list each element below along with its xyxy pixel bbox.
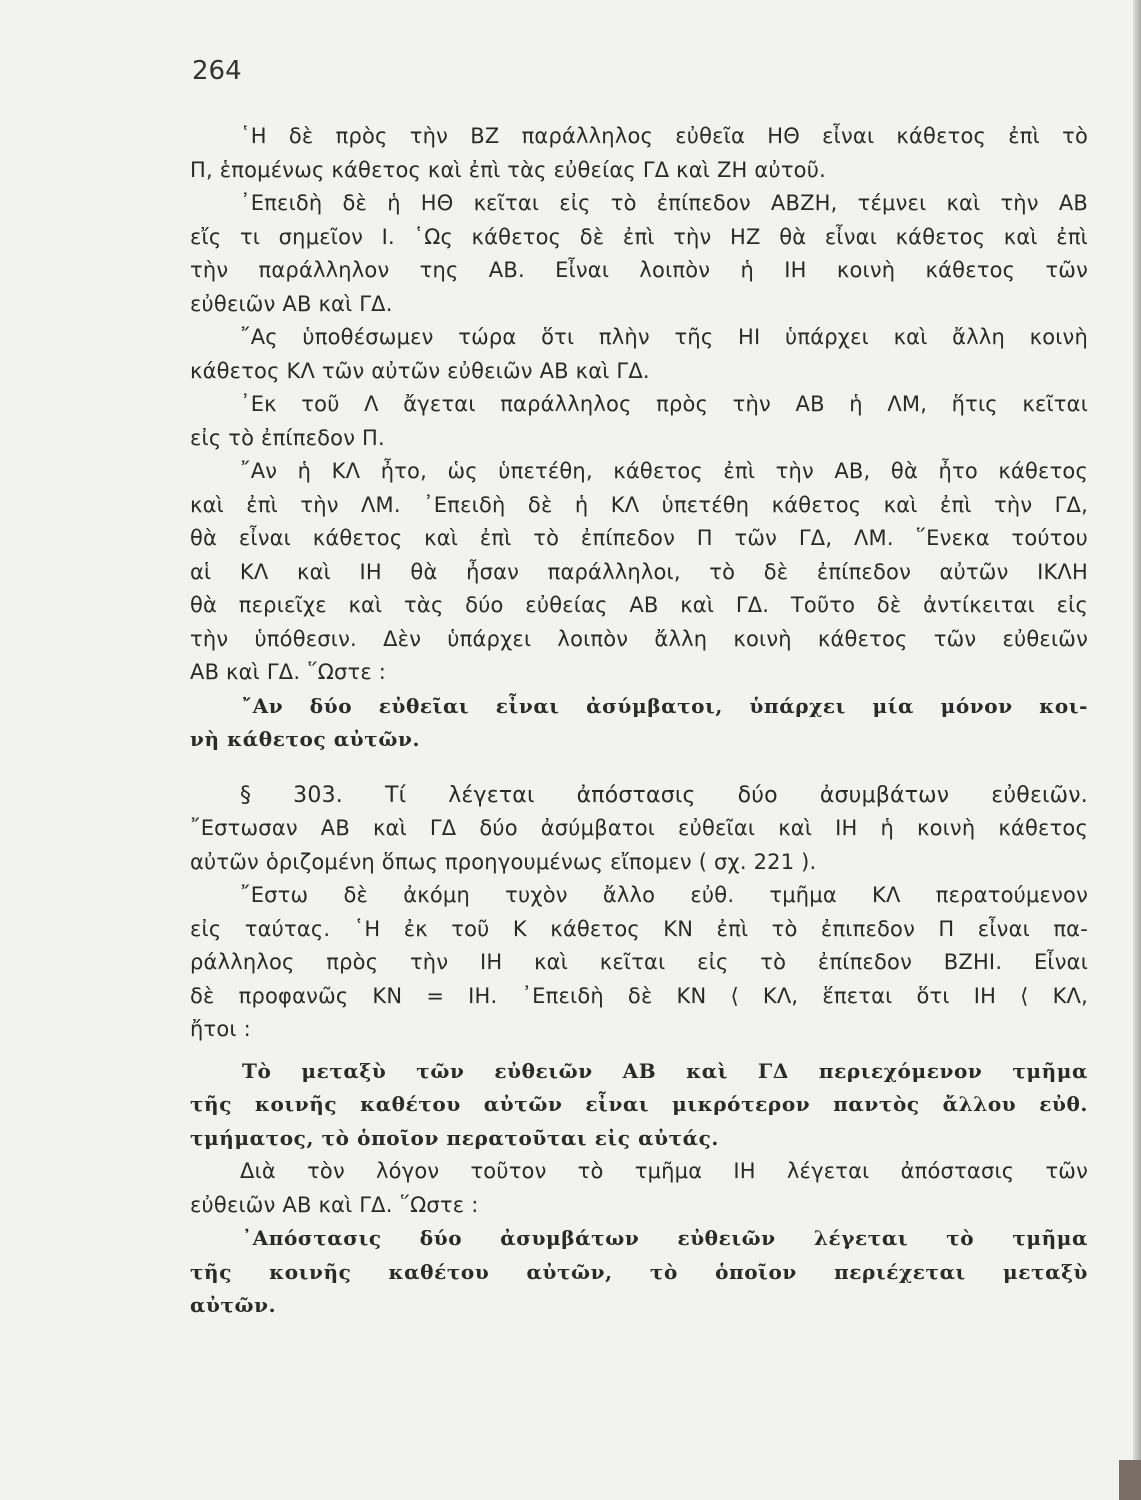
text-line: εὐθειῶν ΑΒ καὶ ΓΔ. ῞Ωστε : xyxy=(190,1192,479,1217)
page-edge-mark xyxy=(1119,1460,1141,1500)
theorem-line: τῆς κοινῆς καθέτου αὐτῶν εἶναι μικρότερον παντὸς ἄλλου εὐθ. xyxy=(190,1092,1088,1116)
text-line: τὴν παράλληλον της ΑΒ. Εἶναι λοιπὸν ἡ ΙΗ κοινὴ κάθετος τῶν xyxy=(190,258,1088,282)
text-line: εἰς τὸ ἐπίπεδον Π. xyxy=(190,425,385,450)
page-edge xyxy=(1133,0,1141,1500)
text-line: ῎Εστω δὲ ἀκόμη τυχὸν ἄλλο εὐθ. τμῆμα ΚΛ περατούμενον xyxy=(240,883,1088,907)
text-line: αἱ ΚΛ καὶ ΙΗ θὰ ἦσαν παράλληλοι, τὸ δὲ ἐπίπεδον αὐτῶν ΙΚΛΗ xyxy=(190,559,1088,584)
text-line: αὐτῶν ὁριζομένη ὅπως προηγουμένως εἴπομεν ( σχ. 221 ). xyxy=(190,849,817,874)
theorem-line: τμήματος, τὸ ὁποῖον περατοῦται εἰς αὐτάς. xyxy=(190,1125,719,1150)
text-line: ῎Ας ὑποθέσωμεν τώρα ὅτι πλὴν τῆς ΗΙ ὑπάρχει καὶ ἄλλη κοινὴ xyxy=(240,325,1088,349)
definition-line: ᾿Απόστασις δύο ἀσυμβάτων εὐθειῶν λέγεται τὸ τμῆμα xyxy=(242,1226,1088,1250)
text-line: κάθετος ΚΛ τῶν αὐτῶν εὐθειῶν ΑΒ καὶ ΓΔ. xyxy=(190,358,650,383)
text-line: ράλληλος πρὸς τὴν ΙΗ καὶ κεῖται εἰς τὸ ἐπίπεδον ΒΖΗΙ. Εἶναι xyxy=(190,950,1088,974)
text-line: ΑΒ καὶ ΓΔ. ῞Ωστε : xyxy=(190,660,387,684)
text-line: δὲ προφανῶς ΚΝ = ΙΗ. ᾿Επειδὴ δὲ ΚΝ ⟨ ΚΛ, ἕπεται ὅτι ΙΗ ⟨ ΚΛ, xyxy=(190,983,1088,1008)
text-line: ῎Εστωσαν ΑΒ καὶ ΓΔ δύο ἀσύμβατοι εὐθεῖαι καὶ ΙΗ ἡ κοινὴ κάθετος xyxy=(190,816,1088,840)
text-line: εἰς ταύτας. ῾Η ἐκ τοῦ Κ κάθετος ΚΝ ἐπὶ τὸ ἐπιπεδον Π εἶναι πα- xyxy=(190,916,1088,941)
theorem-line: ῎Αν δύο εὐθεῖαι εἶναι ἀσύμβατοι, ὑπάρχει μία μόνον κοι- xyxy=(242,693,1088,718)
text-line: ᾿Εκ τοῦ Λ ἄγεται παράλληλος πρὸς τὴν ΑΒ ἡ ΛΜ, ἥτις κεῖται xyxy=(240,392,1088,416)
definition-line: τῆς κοινῆς καθέτου αὐτῶν, τὸ ὁποῖον περιέχεται μεταξὺ xyxy=(190,1259,1088,1284)
theorem-line: νὴ κάθετος αὐτῶν. xyxy=(190,727,421,751)
text-line: ᾿Επειδὴ δὲ ἡ ΗΘ κεῖται εἰς τὸ ἐπίπεδον ΑΒΖΗ, τέμνει καὶ τὴν ΑΒ xyxy=(240,191,1088,215)
text-line: Π, ἑπομένως κάθετος καὶ ἐπὶ τὰς εὐθείας ΓΔ καὶ ΖΗ αὐτοῦ. xyxy=(190,157,826,182)
text-line: ῾Η δὲ πρὸς τὴν ΒΖ παράλληλος εὐθεῖα ΗΘ εἶναι κάθετος ἐπὶ τὸ xyxy=(240,124,1088,148)
text-line: θὰ περιεῖχε καὶ τὰς δύο εὐθείας ΑΒ καὶ ΓΔ. Τοῦτο δὲ ἀντίκειται εἰς xyxy=(190,593,1088,617)
text-line: εὐθειῶν ΑΒ καὶ ΓΔ. xyxy=(190,291,393,316)
text-line: καὶ ἐπὶ τὴν ΛΜ. ᾿Επειδὴ δὲ ἡ ΚΛ ὑπετέθη κάθετος καὶ ἐπὶ τὴν ΓΔ, xyxy=(190,492,1088,517)
text-line: τὴν ὑπόθεσιν. Δὲν ὑπάρχει λοιπὸν ἄλλη κοινὴ κάθετος τῶν εὐθειῶν xyxy=(190,626,1088,651)
text-line: ῎Αν ἡ ΚΛ ἦτο, ὡς ὑπετέθη, κάθετος ἐπὶ τὴν ΑΒ, θὰ ἦτο κάθετος xyxy=(240,459,1088,483)
text-line: ἤτοι : xyxy=(190,1017,251,1041)
theorem-line: Τὸ μεταξὺ τῶν εὐθειῶν ΑΒ καὶ ΓΔ περιεχόμενον τμῆμα xyxy=(242,1058,1088,1083)
text-line: θὰ εἶναι κάθετος καὶ ἐπὶ τὸ ἐπίπεδον Π τῶν ΓΔ, ΛΜ. ῞Ενεκα τούτου xyxy=(190,526,1088,550)
definition-line: αὐτῶν. xyxy=(190,1293,277,1317)
section-heading: § 303. Τί λέγεται ἀπόστασις δύο ἀσυμβάτων εὐθειῶν. xyxy=(240,782,1088,808)
body-text xyxy=(190,120,1088,1323)
page-number: 264 xyxy=(192,56,242,86)
text-line: Διὰ τὸν λόγον τοῦτον τὸ τμῆμα ΙΗ λέγεται ἀπόστασις τῶν xyxy=(240,1159,1088,1183)
text-line: εἴς τι σημεῖον Ι. ῾Ως κάθετος δὲ ἐπὶ τὴν ΗΖ θὰ εἶναι κάθετος καὶ ἐπὶ xyxy=(190,224,1088,249)
